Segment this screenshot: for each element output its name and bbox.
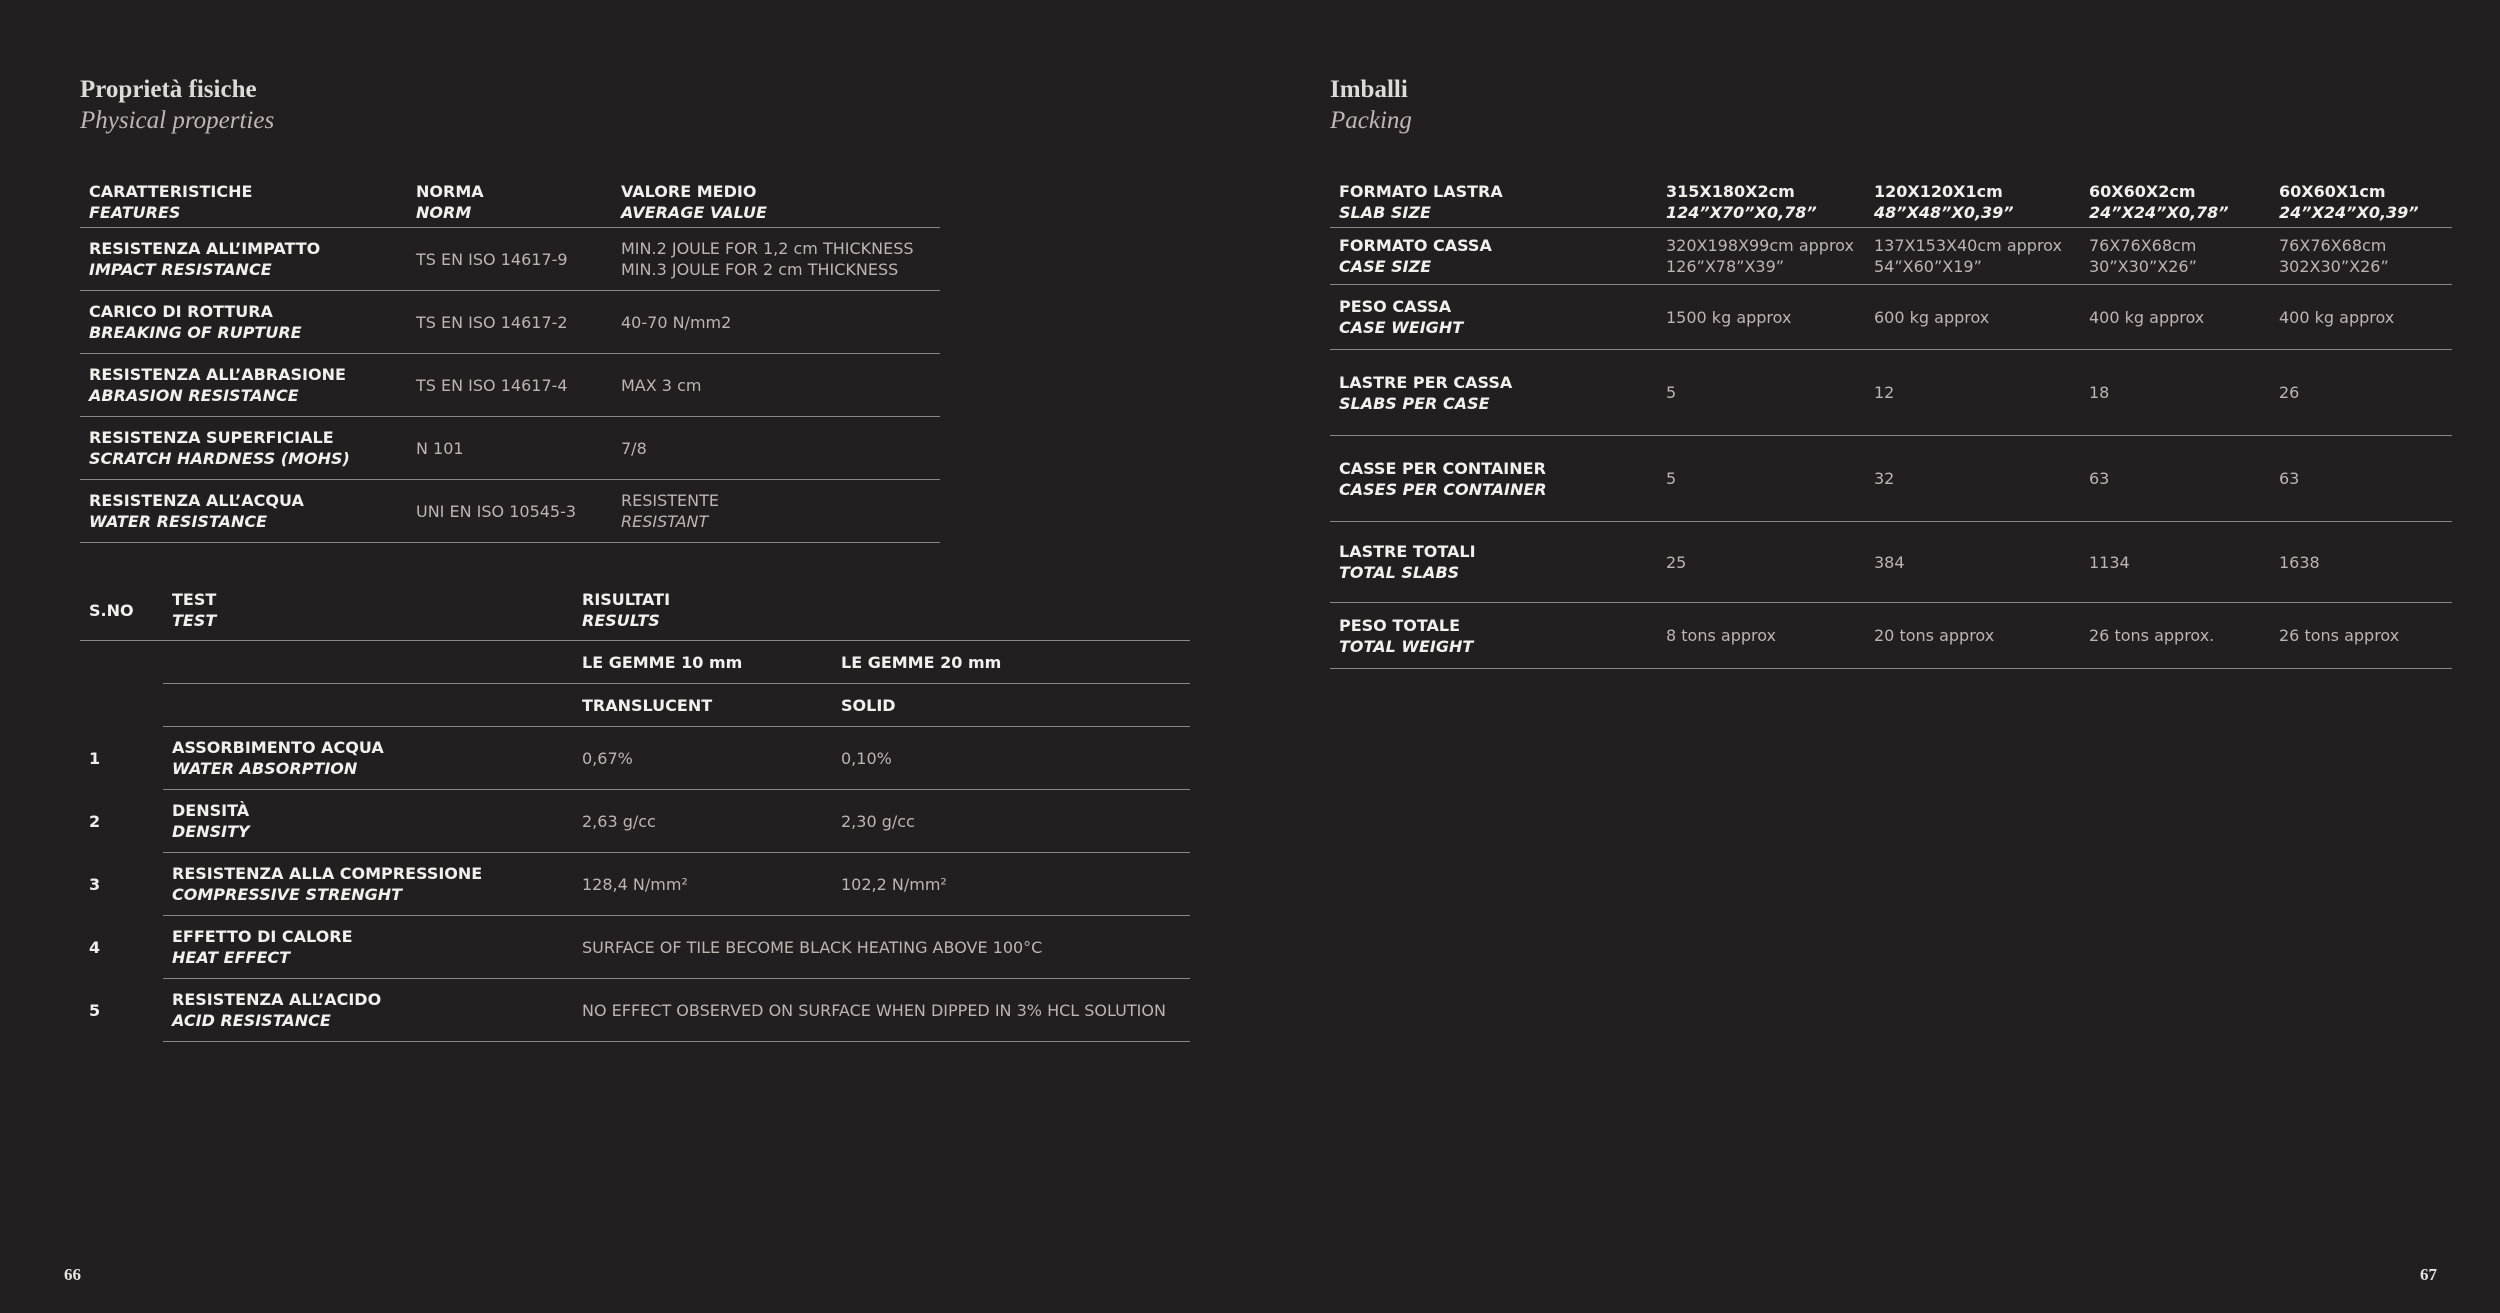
header-cell: NORMA NORM (407, 175, 612, 228)
table-row: CARICO DI ROTTURA BREAKING OF RUPTURE TS EN ISO 14617-2 40-70 N/mm2 (80, 291, 940, 354)
table-row: PESO CASSA CASE WEIGHT 1500 kg approx 600 kg approx 400 kg approx 400 kg approx (1330, 285, 2452, 350)
table-header-row (80, 175, 940, 228)
table-header-row: S.NO TEST TEST RISULTATI RESULTS (80, 580, 1190, 641)
table-row: RESISTENZA SUPERFICIALE SCRATCH HARDNESS (MOHS) N 101 7/8 (80, 417, 940, 480)
table-row: 3 RESISTENZA ALLA COMPRESSIONE COMPRESSIVE STRENGHT 128,4 N/mm² 102,2 N/mm² (80, 853, 1190, 916)
table-row: 4 EFFETTO DI CALORE HEAT EFFECT SURFACE OF TILE BECOME BLACK HEATING ABOVE 100°C (80, 916, 1190, 979)
table-row: 5 RESISTENZA ALL’ACIDO ACID RESISTANCE NO EFFECT OBSERVED ON SURFACE WHEN DIPPED IN 3% HCL SOLUTION (80, 979, 1190, 1042)
table-subheader-row: LE GEMME 10 mm LE GEMME 20 mm (80, 641, 1190, 684)
table-row: RESISTENZA ALL’IMPATTO IMPACT RESISTANCE TS EN ISO 14617-9 MIN.2 JOULE FOR 1,2 cm THICKNESS MIN.3 JOULE FOR 2 cm THICKNESS (80, 228, 940, 291)
table-row: LASTRE TOTALI TOTAL SLABS 25 384 1134 1638 (1330, 522, 2452, 603)
physical-properties-title: Proprietà fisiche Physical properties (80, 76, 275, 134)
packing-table (1330, 175, 2452, 669)
table-row: PESO TOTALE TOTAL WEIGHT 8 tons approx 20 tons approx 26 tons approx. 26 tons approx (1330, 603, 2452, 669)
table-row: CASSE PER CONTAINER CASES PER CONTAINER 5 32 63 63 (1330, 436, 2452, 522)
table-row: LASTRE PER CASSA SLABS PER CASE 5 12 18 26 (1330, 350, 2452, 436)
page-number-right: 67 (2420, 1265, 2437, 1284)
packing-title: Imballi Packing (1330, 76, 1412, 134)
table-row: 1 ASSORBIMENTO ACQUA WATER ABSORPTION 0,67% 0,10% (80, 727, 1190, 790)
table-subheader-row: TRANSLUCENT SOLID (80, 684, 1190, 727)
header-cell: VALORE MEDIO AVERAGE VALUE (612, 175, 940, 228)
table-row: RESISTENZA ALL’ACQUA WATER RESISTANCE UNI EN ISO 10545-3 RESISTENTE RESISTANT (80, 480, 940, 543)
test-results-table (80, 580, 1190, 1042)
page-number-left: 66 (64, 1265, 81, 1284)
table-row: FORMATO CASSA CASE SIZE 320X198X99cm approx 126”X78”X39” 137X153X40cm approx 54”X60”X19” 76X76X68cm 30”X30”X26” 76X76X68cm 302X30”X26” (1330, 228, 2452, 285)
physical-properties-table (80, 175, 940, 543)
table-row: RESISTENZA ALL’ABRASIONE ABRASION RESISTANCE TS EN ISO 14617-4 MAX 3 cm (80, 354, 940, 417)
table-row: 2 DENSITÀ DENSITY 2,63 g/cc 2,30 g/cc (80, 790, 1190, 853)
header-cell: CARATTERISTICHE FEATURES (80, 175, 407, 228)
table-header-row: FORMATO LASTRA SLAB SIZE 315X180X2cm 124”X70”X0,78” 120X120X1cm 48”X48”X0,39” 60X60X2cm 24”X24”X0,78” 60X60X1cm 24”X24”X0,39” (1330, 175, 2452, 228)
